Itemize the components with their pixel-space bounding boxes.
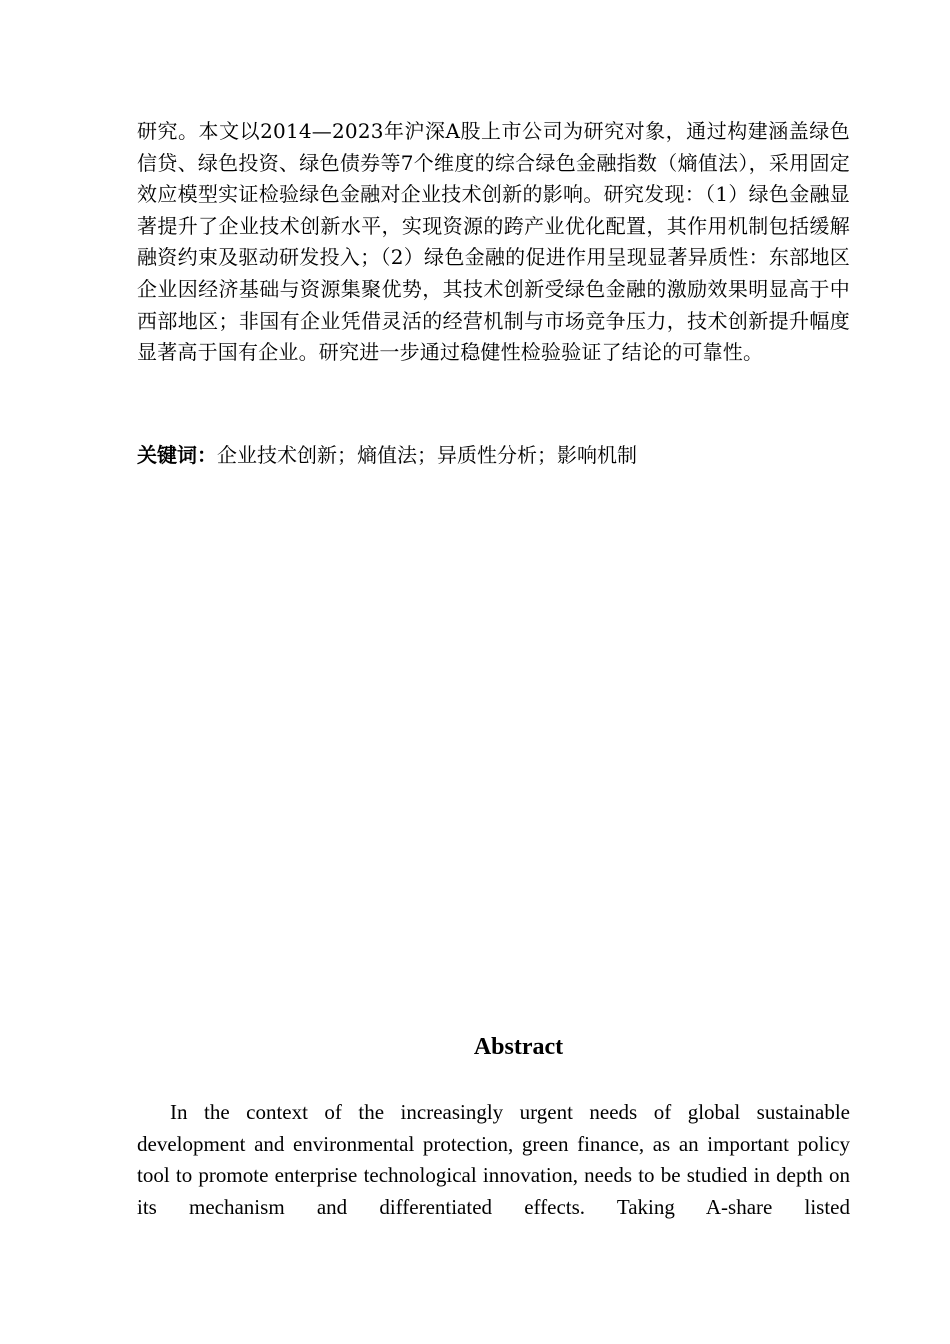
chinese-abstract-paragraph: 研究。本文以2014—2023年沪深A股上市公司为研究对象，通过构建涵盖绿色信贷、绿色投资、绿色债券等7个维度的综合绿色金融指数（熵值法），采用固定效应模型实证检验绿色金融对企业技术创新的影响。研究发现：（1）绿色金融显著提升了企业技术创新水平，实现资源的跨产业优化配置，其作用机制包括缓解融资约束及驱动研发投入；（2）绿色金融的促进作用呈现显著异质性：东部地区企业因经济基础与资源集聚优势，其技术创新受绿色金融的激励效果明显高于中西部地区；非国有企业凭借灵活的经营机制与市场竞争压力，技术创新提升幅度显著高于国有企业。研究进一步通过稳健性检验验证了结论的可靠性。 (137, 119, 850, 365)
english-abstract-title: Abstract (473, 1034, 564, 1060)
english-abstract-paragraph: In the context of the increasingly urgent needs of global sustainable development and environmental protection, green finance, as an important policy tool to promote enterprise technological innovation, needs to be studied in depth on its mechanism and differentiated effects. Taking A-share listed (137, 1100, 850, 1220)
keywords-value: 企业技术创新；熵值法；异质性分析；影响机制 (217, 443, 637, 467)
keywords-label: 关键词： (137, 443, 217, 467)
keywords-line (137, 440, 850, 471)
